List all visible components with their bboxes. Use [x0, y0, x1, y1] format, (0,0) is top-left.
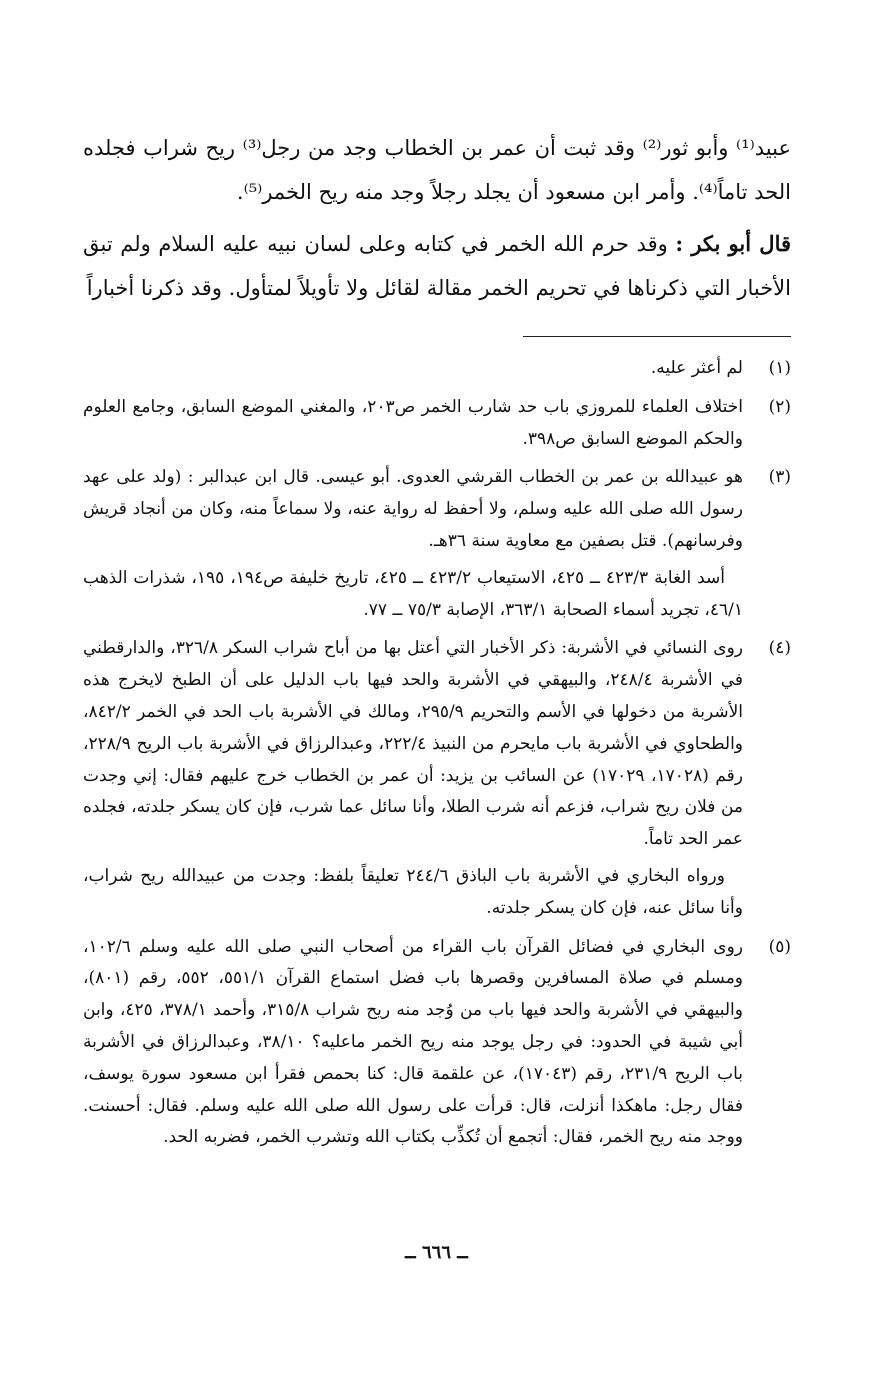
footnote-body [83, 462, 743, 626]
footnote-text: هو عبيدالله بن عمر بن الخطاب القرشي العدوى. أبو عيسى. قال ابن عبدالبر : (ولد على عهد رسول الله صلى الله عليه وسلم، ولا أحفظ له رواية عنه، ولا سماعاً منه، وكان من أنجاد قريش وفرسانهم). قتل بصفين مع معاوية سنة ٣٦هـ. [83, 467, 743, 551]
footnote-number: (٣) [768, 467, 791, 488]
main-paragraph-2 [83, 222, 791, 310]
footnote-number: (٤) [768, 638, 791, 659]
footnote-body [83, 932, 743, 1155]
footnote-2 [83, 392, 791, 456]
footnote-text: اختلاف العلماء للمروزي باب حد شارب الخمر ص٢٠٣، والمغني الموضع السابق، وجامع العلوم والحكم الموضع السابق ص٣٩٨. [83, 396, 743, 449]
footnote-number: (٢) [768, 396, 791, 417]
footnote-body [83, 353, 743, 385]
footnote-text: روى النسائي في الأشربة: ذكر الأخبار التي أعتل بها من أباح شراب السكر ٣٢٦/٨، والدارقطني في الأشربة ٢٤٨/٤، والبيهقي في الأشربة والحد فيها باب الدليل على أن الطبخ لايخرج هذه الأشربة من دخولها في الأسم والتحريم ٢٩٥/٩، ومالك في الأشربة باب الحد في الخمر ٨٤٢/٢، والطحاوي في الأشربة باب مايحرم من النبيذ ٢٢٢/٤، وعبدالرزاق في الأشربة باب الريح ٢٢٨/٩، رقم (١٧٠٢٨، ١٧٠٢٩) عن السائب بن يزيد: أن عمر بن الخطاب خرج عليهم فقال: إني وجدت من فلان ريح شراب، فزعم أنه شرب الطلا، وأنا سائل عما شرب، فإن كان يسكر جلدته، فجلده عمر الحد تاماً. [83, 638, 744, 850]
paragraph-2-body: وقد حرم الله الخمر في كتابه وعلى لسان نبيه عليه السلام ولم تبق الأخبار التي ذكرناها في تحريم الخمر مقالة لقائل ولا تأويلاً لمتأول. وقد ذكرنا أخباراً [83, 232, 791, 300]
footnote-text-continued: ورواه البخاري في الأشربة باب الباذق ٢٤٤/٦ تعليقاً بلفظ: وجدت من عبيدالله ريح شراب، وأنا سائل عنه، فإن كان يسكر جلدته. [83, 865, 743, 918]
page-number: ــ ٦٦٦ ــ [405, 1242, 468, 1263]
footnote-body [83, 633, 743, 924]
footnote-number: (٥) [768, 936, 791, 957]
footnote-3 [83, 462, 791, 626]
page-body [83, 126, 791, 1161]
footnote-sources: أسد الغابة ٤٢٣/٣ ــ ٤٢٥، الاستيعاب ٤٢٣/٢ ــ ٤٢٥، تاريخ خليفة ص١٩٤، ١٩٥، شذرات الذهب ٤٦/١، تجريد أسماء الصحابة ٣٦٣/١، الإصابة ٧٥/٣ ــ ٧٧. [83, 567, 743, 620]
footnote-separator [523, 336, 791, 337]
main-paragraph-1: عبيد⁽¹⁾ وأبو ثور⁽²⁾ وقد ثبت أن عمر بن الخطاب وجد من رجل⁽³⁾ ريح شراب فجلده الحد تاماً⁽⁴⁾. وأمر ابن مسعود أن يجلد رجلاً وجد منه ريح الخمر⁽⁵⁾. [83, 136, 791, 204]
paragraph-lead-abu-bakr: قال أبو بكر : [675, 231, 792, 256]
footnote-number: (١) [768, 358, 791, 378]
footnote-5 [83, 932, 791, 1155]
footnote-1 [83, 353, 791, 385]
footnote-body [83, 392, 743, 456]
footnote-4 [83, 633, 791, 924]
footnote-text: لم أعثر عليه. [650, 358, 743, 378]
footnote-text: روى البخاري في فضائل القرآن باب القراء من أصحاب النبي صلى الله عليه وسلم ١٠٢/٦، ومسلم في صلاة المسافرين وقصرها باب فضل استماع القرآن ٥٥١/١، ٥٥٢، رقم (٨٠١)، والبيهقي في الأشربة والحد فيها باب من وُجد منه ريح شراب ٣١٥/٨، وأحمد ٣٧٨/١، ٤٢٥، وابن أبي شيبة في الحدود: في رجل يوجد منه ريح الخمر ماعليه؟ ٣٨/١٠، وعبدالرزاق في الأشربة باب الريح ٢٣١/٩، رقم (١٧٠٤٣)، عن علقمة قال: كنا بحمص فقرأ ابن مسعود سورة يوسف، فقال رجل: ماهكذا أنزلت، قال: قرأت على رسول الله صلى الله عليه وسلم. فقال: أحسنت. ووجد منه ريح الخمر، فقال: أتجمع أن تُكذِّب بكتاب الله وتشرب الخمر، فضربه الحد. [83, 936, 744, 1148]
